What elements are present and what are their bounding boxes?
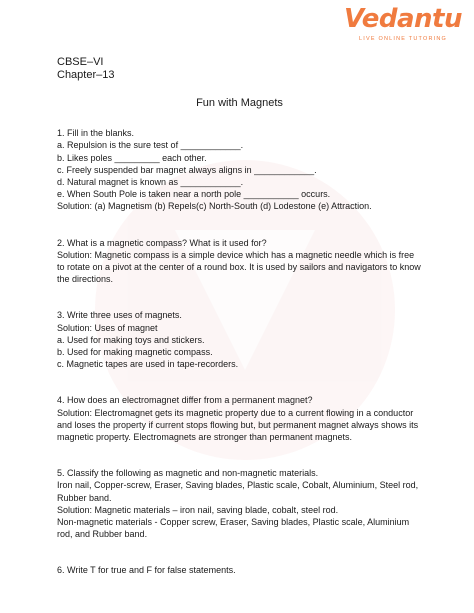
q5-question: 5. Classify the following as magnetic and non-magnetic materials. (57, 468, 319, 479)
question-3 (57, 309, 422, 370)
q1-line: 1. Fill in the blanks. (57, 128, 135, 139)
q1-line: c. Freely suspended bar magnet always aligns in ____________. (57, 164, 317, 175)
q1-solution: Solution: (a) Magnetism (b) Repels(c) North-South (d) Lodestone (e) Attraction. (57, 201, 372, 212)
q4-solution: Solution: Electromagnet gets its magnetic property due to a current flowing in a conductor and loses the property if current stops flowing but, but permanent magnet always shows its magnetic property. Electromagnets are stronger than permanent magnets. (57, 407, 419, 443)
question-6 (57, 564, 422, 576)
q1-line: b. Likes poles _________ each other. (57, 152, 207, 163)
page-title: Fun with Magnets (196, 97, 283, 109)
q6-question: 6. Write T for true and F for false statements. (57, 565, 236, 576)
chapter-label: Chapter–13 (57, 69, 115, 81)
q5-solution: Solution: Magnetic materials – iron nail, saving blade, cobalt, steel rod. (57, 504, 339, 515)
q2-question: 2. What is a magnetic compass? What is it used for? (57, 237, 267, 248)
q3-line: Solution: Uses of magnet (57, 322, 158, 333)
question-4 (57, 394, 422, 443)
q1-line: e. When South Pole is taken near a north pole ___________ occurs. (57, 189, 331, 200)
q1-line: a. Repulsion is the sure test of ____________. (57, 140, 244, 151)
q2-solution: Solution: Magnetic compass is a simple device which has a magnetic needle which is free to rotate on a pivot at the center of a round box. It is used by sailors and navigators to know the directions. (57, 249, 421, 285)
q3-line: a. Used for making toys and stickers. (57, 334, 205, 345)
logo-wordmark: Vedantu (344, 4, 462, 34)
board-label: CBSE–VI (57, 56, 104, 68)
question-1 (57, 127, 422, 212)
logo-tagline: LIVE ONLINE TUTORING (359, 36, 447, 42)
q4-question: 4. How does an electromagnet differ from a permanent magnet? (57, 395, 313, 406)
q5-non-magnetic: Non-magnetic materials - Copper screw, Eraser, Saving blades, Plastic scale, Aluminium rod, and Rubber band. (57, 517, 410, 540)
question-5 (57, 467, 422, 540)
document-body (57, 56, 422, 577)
q1-line: d. Natural magnet is known as ____________. (57, 177, 244, 188)
vedantu-logo (344, 4, 462, 43)
q3-question: 3. Write three uses of magnets. (57, 310, 182, 321)
q5-items: Iron nail, Copper-screw, Eraser, Saving blades, Plastic scale, Cobalt, Aluminium, Steel rod, Rubber band. (57, 480, 419, 503)
q3-line: b. Used for making magnetic compass. (57, 347, 213, 358)
q3-line: c. Magnetic tapes are used in tape-recorders. (57, 359, 239, 370)
question-2 (57, 237, 422, 286)
